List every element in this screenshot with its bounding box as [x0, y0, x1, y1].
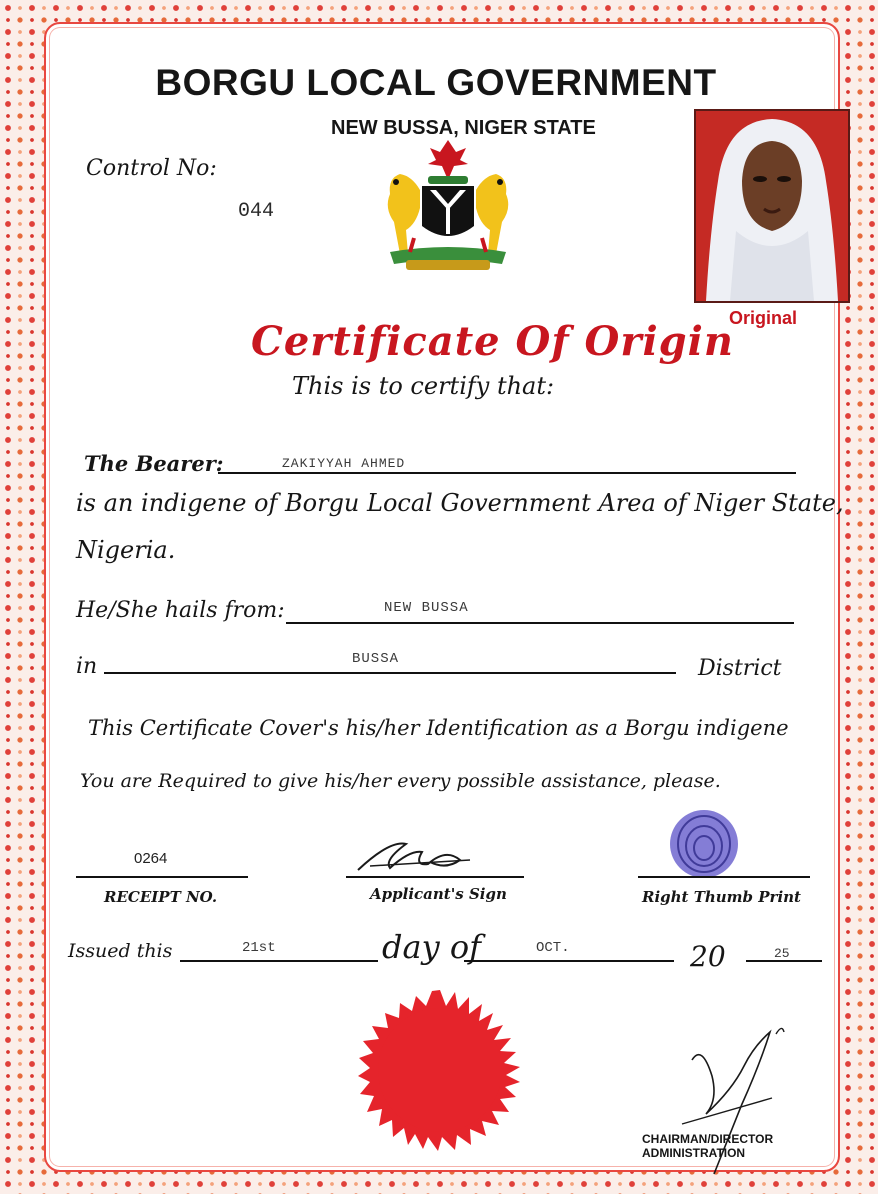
page-title: BORGU LOCAL GOVERNMENT — [155, 62, 717, 103]
issued-month-value: OCT. — [536, 940, 570, 956]
issued-year-suffix: 25 — [774, 946, 790, 961]
indigene-statement: is an indigene of Borgu Local Government Area of Niger State, — [76, 489, 844, 517]
hails-from-value: NEW BUSSA — [384, 600, 469, 616]
coat-of-arms-icon — [370, 134, 526, 274]
control-number-value: 044 — [238, 200, 275, 223]
issued-year-prefix: 20 — [690, 940, 726, 973]
assistance-statement: You are Required to give his/her every possible assistance, please. — [80, 770, 721, 792]
bearer-name-value: ZAKIYYAH AHMED — [282, 456, 406, 471]
chairman-label: CHAIRMAN/DIRECTOR ADMINISTRATION — [642, 1132, 774, 1160]
applicant-sign-label: Applicant's Sign — [370, 885, 507, 903]
control-number-label: Control No: — [86, 156, 217, 181]
in-label: in — [76, 654, 98, 679]
thumbprint-icon — [664, 804, 744, 880]
receipt-number-value: 0264 — [134, 850, 168, 867]
identification-statement: This Certificate Cover's his/her Identification as a Borgu indigene — [88, 716, 789, 740]
bearer-label: The Bearer: — [84, 451, 224, 476]
hails-from-label: He/She hails from: — [76, 598, 285, 623]
issued-day-value: 21st — [242, 940, 276, 956]
page-subtitle: NEW BUSSA, NIGER STATE — [331, 117, 596, 139]
photo-label: Original — [729, 308, 798, 328]
district-value: BUSSA — [352, 651, 400, 667]
passport-photo — [694, 109, 850, 303]
district-label: District — [698, 656, 782, 681]
chairman-signature — [672, 1004, 792, 1194]
certificate-intro: This is to certify that: — [292, 372, 555, 400]
thumb-print-label: Right Thumb Print — [642, 888, 801, 906]
day-of-label: day of — [382, 928, 481, 966]
issued-label: Issued this — [68, 940, 173, 962]
indigene-country: Nigeria. — [76, 536, 176, 564]
receipt-number-label: RECEIPT NO. — [104, 888, 218, 906]
certificate-title: Certificate Of Origin — [251, 318, 734, 365]
certificate-paper — [44, 22, 844, 1172]
red-seal-icon — [358, 988, 522, 1152]
applicant-signature — [350, 830, 480, 880]
